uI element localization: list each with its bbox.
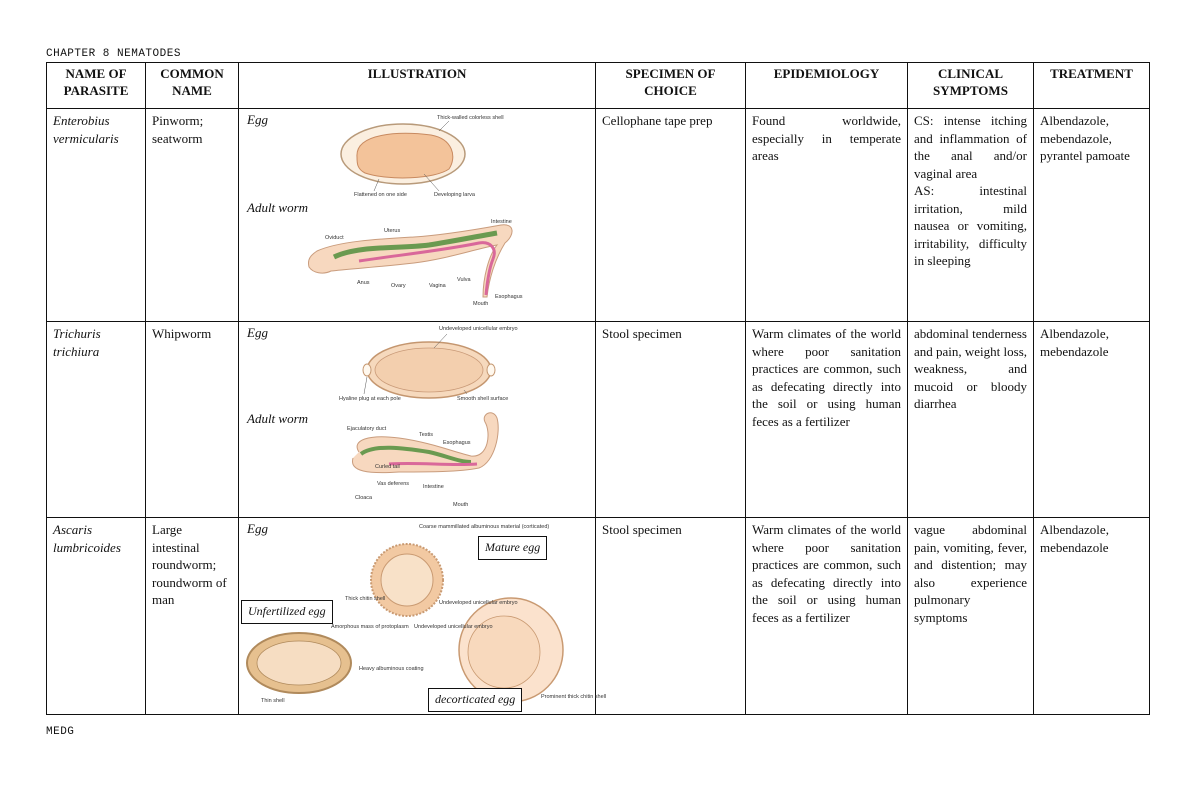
col-header-epidemiology: EPIDEMIOLOGY: [746, 63, 908, 109]
table-row: [47, 322, 1150, 518]
egg-label: Egg: [247, 112, 268, 127]
clinical-symptoms: abdominal tenderness and pain, weight loss, weakness, and mucoid or bloody diarrhea: [908, 322, 1034, 518]
clinical-symptoms: [908, 109, 1034, 322]
annotation: Uterus: [384, 228, 401, 234]
annotation: Coarse mammillated albuminous material (corticated): [419, 524, 550, 530]
annotation: Undeveloped unicellular embryo: [439, 600, 518, 606]
annotation: Flattened on one side: [354, 192, 407, 198]
symptom-cs: CS: intense itching and inflammation of the anal and/or vaginal area: [914, 113, 1027, 181]
annotation: Intestine: [491, 219, 512, 225]
annotation: Thin shell: [261, 698, 285, 704]
pinworm-egg-larva: [357, 133, 453, 178]
egg-label: Egg: [247, 325, 268, 340]
hyaline-plug-right: [487, 364, 495, 376]
table-row: [47, 109, 1150, 322]
col-header-common: COMMON NAME: [146, 63, 239, 109]
egg-label: Egg: [247, 521, 268, 536]
annotation: Esophagus: [443, 440, 471, 446]
illustration-cell: [239, 109, 596, 322]
annotation: Intestine: [423, 484, 444, 490]
common-name: Pinworm; seatworm: [146, 109, 239, 322]
annotation: Smooth shell surface: [457, 396, 509, 402]
parasite-name: Ascaris lumbricoides: [47, 518, 146, 715]
annotation: Testis: [419, 432, 434, 438]
annotation: Undeveloped unicellular embryo: [439, 326, 518, 332]
col-header-illustration: ILLUSTRATION: [239, 63, 596, 109]
epidemiology: Warm climates of the world where poor sanitation practices are common, such as defecating directly into the soil or using human feces as a fertilizer: [746, 518, 908, 715]
annotation: Vas deferens: [377, 481, 410, 487]
annotation: Anus: [357, 280, 370, 286]
annotation: Vulva: [457, 277, 471, 283]
epidemiology: Found worldwide, especially in temperate areas: [746, 109, 908, 322]
col-header-specimen: SPECIMEN OF CHOICE: [596, 63, 746, 109]
chapter-heading: CHAPTER 8 NEMATODES: [46, 48, 181, 60]
treatment: Albendazole, mebendazole, pyrantel pamoate: [1034, 109, 1150, 322]
mature-egg-label: Mature egg: [478, 536, 547, 560]
adult-worm-label: Adult worm: [247, 200, 309, 215]
epidemiology: Warm climates of the world where poor sanitation practices are common, such as defecating directly into the soil or using human feces as a fertilizer: [746, 322, 908, 518]
annotation: Thick chitin shell: [345, 596, 386, 602]
annotation: Mouth: [473, 301, 489, 307]
annotation: Prominent thick chitin shell: [541, 694, 607, 700]
annotation: Oviduct: [325, 235, 344, 241]
unfertilized-egg-label: Unfertilized egg: [241, 600, 333, 624]
adult-worm-label: Adult worm: [247, 411, 309, 426]
annotation: Heavy albuminous coating: [359, 666, 424, 672]
hyaline-plug-left: [363, 364, 371, 376]
annotation: Vagina: [429, 283, 446, 289]
annotation: Esophagus: [495, 294, 523, 300]
annotation: Mouth: [453, 502, 469, 508]
specimen: Stool specimen: [596, 322, 746, 518]
nematodes-table: [46, 62, 1150, 715]
pinworm-illustration: [239, 109, 594, 319]
table-row: [47, 518, 1150, 715]
common-name: Large intestinal roundworm; roundworm of man: [146, 518, 239, 715]
treatment: Albendazole, mebendazole: [1034, 518, 1150, 715]
annotation: Undeveloped unicellular embryo: [414, 624, 493, 630]
whipworm-adult-intestine: [389, 463, 477, 464]
annotation: Amorphous mass of protoplasm: [331, 624, 409, 630]
illustration-cell: [239, 322, 596, 518]
col-header-symptoms: CLINICAL SYMPTOMS: [908, 63, 1034, 109]
decorticated-egg-label: decorticated egg: [428, 688, 522, 712]
specimen: Cellophane tape prep: [596, 109, 746, 322]
annotation: Developing larva: [434, 192, 475, 198]
parasite-name: Enterobius vermicularis: [47, 109, 146, 322]
common-name: Whipworm: [146, 322, 239, 518]
header-row: [47, 63, 1150, 109]
annotation: Ovary: [391, 283, 406, 289]
annotation: Ejaculatory duct: [347, 426, 387, 432]
specimen: Stool specimen: [596, 518, 746, 715]
annotation: Thick-walled colorless shell: [437, 115, 504, 121]
clinical-symptoms: vague abdominal pain, vomiting, fever, and distention; may also experience pulmonary symptoms: [908, 518, 1034, 715]
illustration-cell: [239, 518, 607, 715]
col-header-parasite: NAME OF PARASITE: [47, 63, 146, 109]
col-header-treatment: TREATMENT: [1034, 63, 1150, 109]
annotation: Hyaline plug at each pole: [339, 396, 401, 402]
symptom-as: AS: intestinal irritation, mild nausea or vomiting, irritability, difficulty in sleeping: [914, 183, 1027, 268]
treatment: Albendazole, mebendazole: [1034, 322, 1150, 518]
whipworm-illustration: [239, 322, 594, 516]
annotation: Curled tail: [375, 464, 400, 470]
parasite-name: Trichuris trichiura: [47, 322, 146, 518]
annotation: Cloaca: [355, 495, 373, 501]
footer-text: MEDG: [46, 726, 75, 738]
